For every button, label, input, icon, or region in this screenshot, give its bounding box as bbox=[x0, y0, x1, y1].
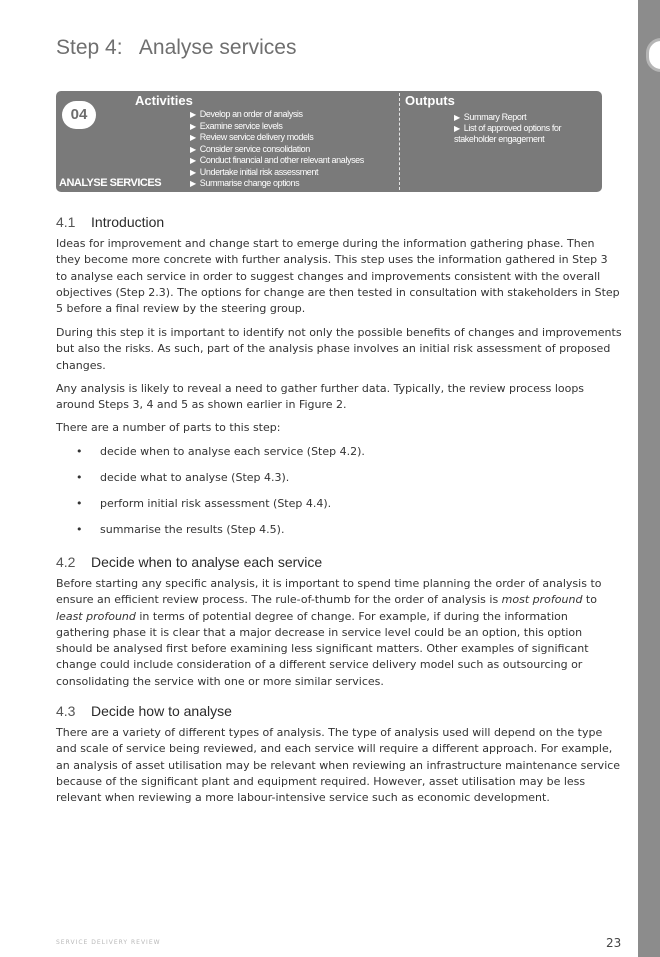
list-item: ▶ Conduct financial and other relevant analyses bbox=[190, 155, 364, 165]
list-item: ▶ Undertake initial risk assessment bbox=[190, 166, 319, 177]
bullet-icon: • bbox=[76, 523, 83, 536]
column-divider bbox=[399, 93, 400, 190]
arrow-right-icon: ▶ bbox=[190, 110, 196, 119]
list-item: ▶ Develop an order of analysis bbox=[190, 109, 303, 119]
section-heading-4-2: 4.2 Decide when to analyse each service bbox=[56, 554, 323, 570]
page-number: 23 bbox=[606, 936, 622, 950]
right-margin-bar bbox=[638, 0, 660, 957]
step-label: ANALYSE SERVICES bbox=[59, 177, 162, 189]
outputs-list bbox=[454, 112, 599, 145]
arrow-right-icon: ▶ bbox=[190, 144, 196, 154]
list-item: • decide what to analyse (Step 4.3). bbox=[76, 471, 290, 484]
list-item: ▶ List of approved options for stakeholder engagement bbox=[454, 123, 562, 144]
bullet-icon: • bbox=[76, 445, 83, 458]
list-item: ▶ Summarise change options bbox=[190, 178, 300, 188]
step-number-badge: 04 bbox=[62, 101, 96, 129]
arrow-right-icon: ▶ bbox=[190, 121, 196, 131]
section-heading-4-3: 4.3 Decide how to analyse bbox=[56, 703, 232, 719]
outputs-heading: Outputs bbox=[405, 93, 455, 108]
arrow-right-icon: ▶ bbox=[454, 124, 460, 133]
step-summary-banner bbox=[56, 91, 602, 192]
paragraph: During this step it is important to identify not only the possible benefits of changes and improvements but also the risks. As such, part of the analysis phase involves an initial risk assessment of proposed changes. bbox=[56, 326, 622, 372]
list-item: • perform initial risk assessment (Step 4.4). bbox=[76, 497, 332, 510]
page-title: Step 4: Analyse services bbox=[56, 36, 297, 59]
arrow-right-icon: ▶ bbox=[454, 113, 460, 122]
paragraph: There are a variety of different types of analysis. The type of analysis used will depend on the type and scale of service being reviewed, and each service will require a different approach. For example, an analysis of asset utilisation may be relevant when reviewing an infrastructure maintenance service because of the significant plant and equipment required. However, asset utilisation may be less relevant when reviewing a more labour-intensive service such as economic development. bbox=[56, 726, 621, 805]
arrow-right-icon: ▶ bbox=[190, 167, 196, 177]
paragraph: There are a number of parts to this step: bbox=[56, 421, 281, 434]
list-item: ▶ Summary Report bbox=[454, 112, 527, 122]
bullet-icon: • bbox=[76, 471, 83, 484]
list-item: ▶ Review service delivery models bbox=[190, 132, 314, 142]
paragraph: Any analysis is likely to reveal a need to gather further data. Typically, the review process loops around Steps 3, 4 and 5 as shown earlier in Figure 2. bbox=[56, 382, 585, 412]
activities-list bbox=[190, 109, 364, 190]
list-item: ▶ Consider service consolidation bbox=[190, 143, 310, 154]
list-item: ▶ Examine service levels bbox=[190, 120, 283, 131]
section-heading-4-1: 4.1 Introduction bbox=[56, 214, 165, 230]
paragraph: Before starting any specific analysis, it is important to spend time planning the order of analysis to ensure an efficient review process. The rule-of-thumb for the order of analysis is most profound to least profound in terms of potential degree of change. For example, if during the information gathering phase it is clear that a major decrease in service level could be an option, this option should be analysed first before examining less significant matters. Other examples of significant change could include consideration of a different service delivery model such as outsourcing or consolidating the service with one or more similar services. bbox=[56, 577, 602, 688]
activities-heading: Activities bbox=[135, 93, 193, 108]
arrow-right-icon: ▶ bbox=[190, 156, 196, 165]
running-footer-title: SERVICE DELIVERY REVIEW bbox=[56, 939, 161, 946]
list-item: • decide when to analyse each service (Step 4.2). bbox=[76, 445, 365, 458]
arrow-right-icon: ▶ bbox=[190, 179, 196, 188]
arrow-right-icon: ▶ bbox=[190, 133, 196, 142]
paragraph: Ideas for improvement and change start to emerge during the information gathering phase. Then they become more concrete with further analysis. This step uses the information gathered in Step 3 to analyse each service in order to suggest changes and improvements consistent with the overall objectives (Step 2.3). The options for change are then tested in consultation with stakeholders in Step 5 before a final review by the steering group. bbox=[56, 237, 620, 316]
bullet-icon: • bbox=[76, 497, 83, 510]
list-item: • summarise the results (Step 4.5). bbox=[76, 523, 285, 536]
